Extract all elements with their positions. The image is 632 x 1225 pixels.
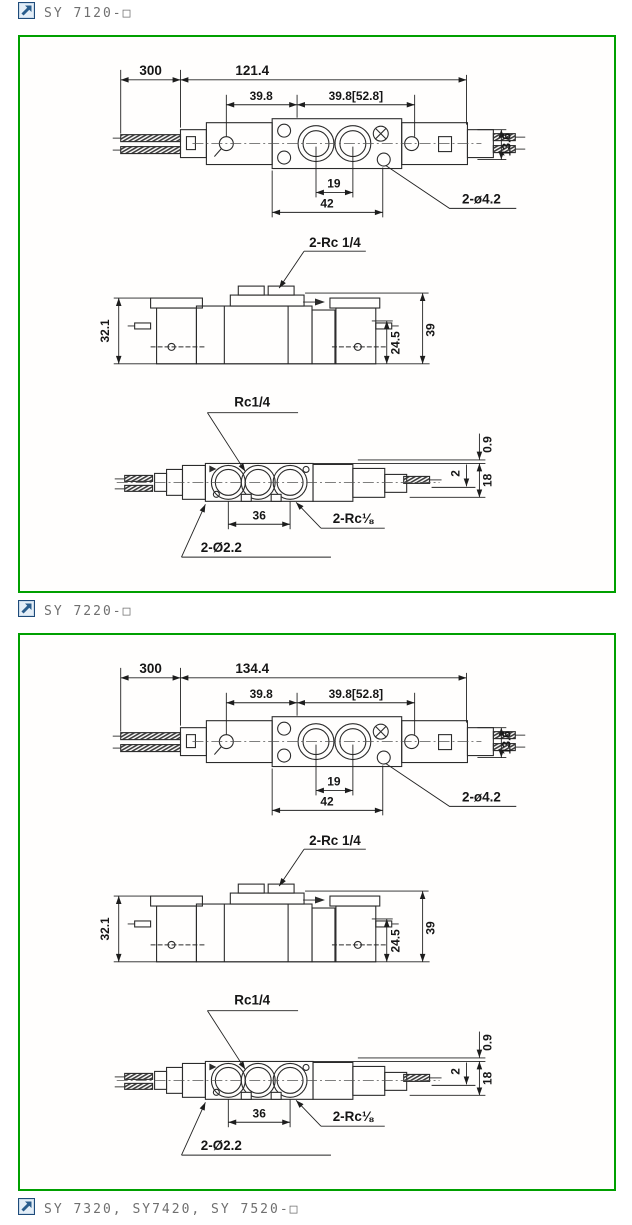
label-bottom-port: Rc1/4	[234, 992, 271, 1008]
dim-bottom-height: 18	[480, 473, 495, 488]
drawing-panel-sy7120	[18, 35, 616, 593]
dim-connector-height: 13.6	[499, 132, 514, 157]
header-sy7220-title: SY 7220-□	[44, 604, 133, 619]
external-link-icon	[18, 2, 35, 19]
header-sy7220[interactable]	[18, 601, 616, 621]
label-top-ports: 2-Rc 1/4	[309, 235, 361, 251]
technical-drawing	[20, 635, 614, 1189]
external-link-icon	[18, 600, 35, 617]
header-sy7320-7420-7520[interactable]	[18, 1199, 616, 1219]
side-view-body	[128, 884, 399, 962]
dim-pitch-left: 39.8	[249, 686, 273, 701]
dim-body-width: 42	[320, 196, 334, 211]
label-pilot-holes: 2-Ø2.2	[200, 540, 242, 556]
bottom-view-body	[115, 463, 442, 501]
dim-cable-length: 300	[139, 62, 162, 78]
dim-pitch-right: 39.8[52.8]	[328, 686, 384, 701]
label-mounting-holes: 2-ø4.2	[461, 789, 501, 805]
header-sy7120-icon[interactable]	[18, 2, 35, 24]
dim-exhaust-pitch: 36	[252, 1106, 266, 1121]
dim-body-width: 42	[320, 794, 334, 809]
dim-height-overall: 39	[423, 323, 438, 337]
bottom-view-dimensions	[181, 1011, 485, 1155]
dim-pitch-right: 39.8[52.8]	[328, 88, 384, 103]
dim-bottom-height: 18	[480, 1071, 495, 1086]
bottom-view-body	[115, 1061, 442, 1099]
dim-height-overall: 39	[423, 921, 438, 935]
drawing-panel-sy7220	[18, 633, 616, 1191]
label-mounting-holes: 2-ø4.2	[461, 191, 501, 207]
dim-top-offset: 0.9	[480, 436, 495, 453]
dim-port-depth: 2	[448, 1068, 463, 1075]
dim-connector-height: 13.6	[499, 730, 514, 755]
label-top-ports: 2-Rc 1/4	[309, 833, 361, 849]
dim-height-left: 32.1	[97, 917, 112, 941]
dim-overall-length: 121.4	[235, 62, 270, 78]
top-view-body	[113, 717, 526, 767]
dim-height-inner: 24.5	[388, 929, 403, 953]
label-bottom-port: Rc1/4	[234, 394, 271, 410]
dim-port-pitch: 19	[327, 176, 341, 191]
label-exhaust-ports: 2-Rc⅛	[332, 511, 374, 527]
dim-port-pitch: 19	[327, 774, 341, 789]
label-pilot-holes: 2-Ø2.2	[200, 1138, 242, 1154]
side-view-body	[128, 286, 399, 364]
external-link-icon	[18, 1198, 35, 1215]
header-sy7220-icon[interactable]	[18, 600, 35, 622]
bottom-view-dimensions	[181, 413, 485, 557]
header-sy7120[interactable]	[18, 3, 616, 23]
label-exhaust-ports: 2-Rc⅛	[332, 1109, 374, 1125]
dim-exhaust-pitch: 36	[252, 508, 266, 523]
dim-height-inner: 24.5	[388, 331, 403, 355]
technical-drawing	[20, 37, 614, 591]
dim-port-depth: 2	[448, 470, 463, 477]
footer-header-icon[interactable]	[18, 1198, 35, 1220]
top-view-body	[113, 119, 526, 169]
dim-height-left: 32.1	[97, 319, 112, 343]
dim-pitch-left: 39.8	[249, 88, 273, 103]
header-sy7120-title: SY 7120-□	[44, 6, 133, 21]
dim-cable-length: 300	[139, 660, 162, 676]
footer-header-title: SY 7320, SY7420, SY 7520-□	[44, 1202, 300, 1217]
dim-overall-length: 134.4	[235, 660, 270, 676]
dim-top-offset: 0.9	[480, 1034, 495, 1051]
